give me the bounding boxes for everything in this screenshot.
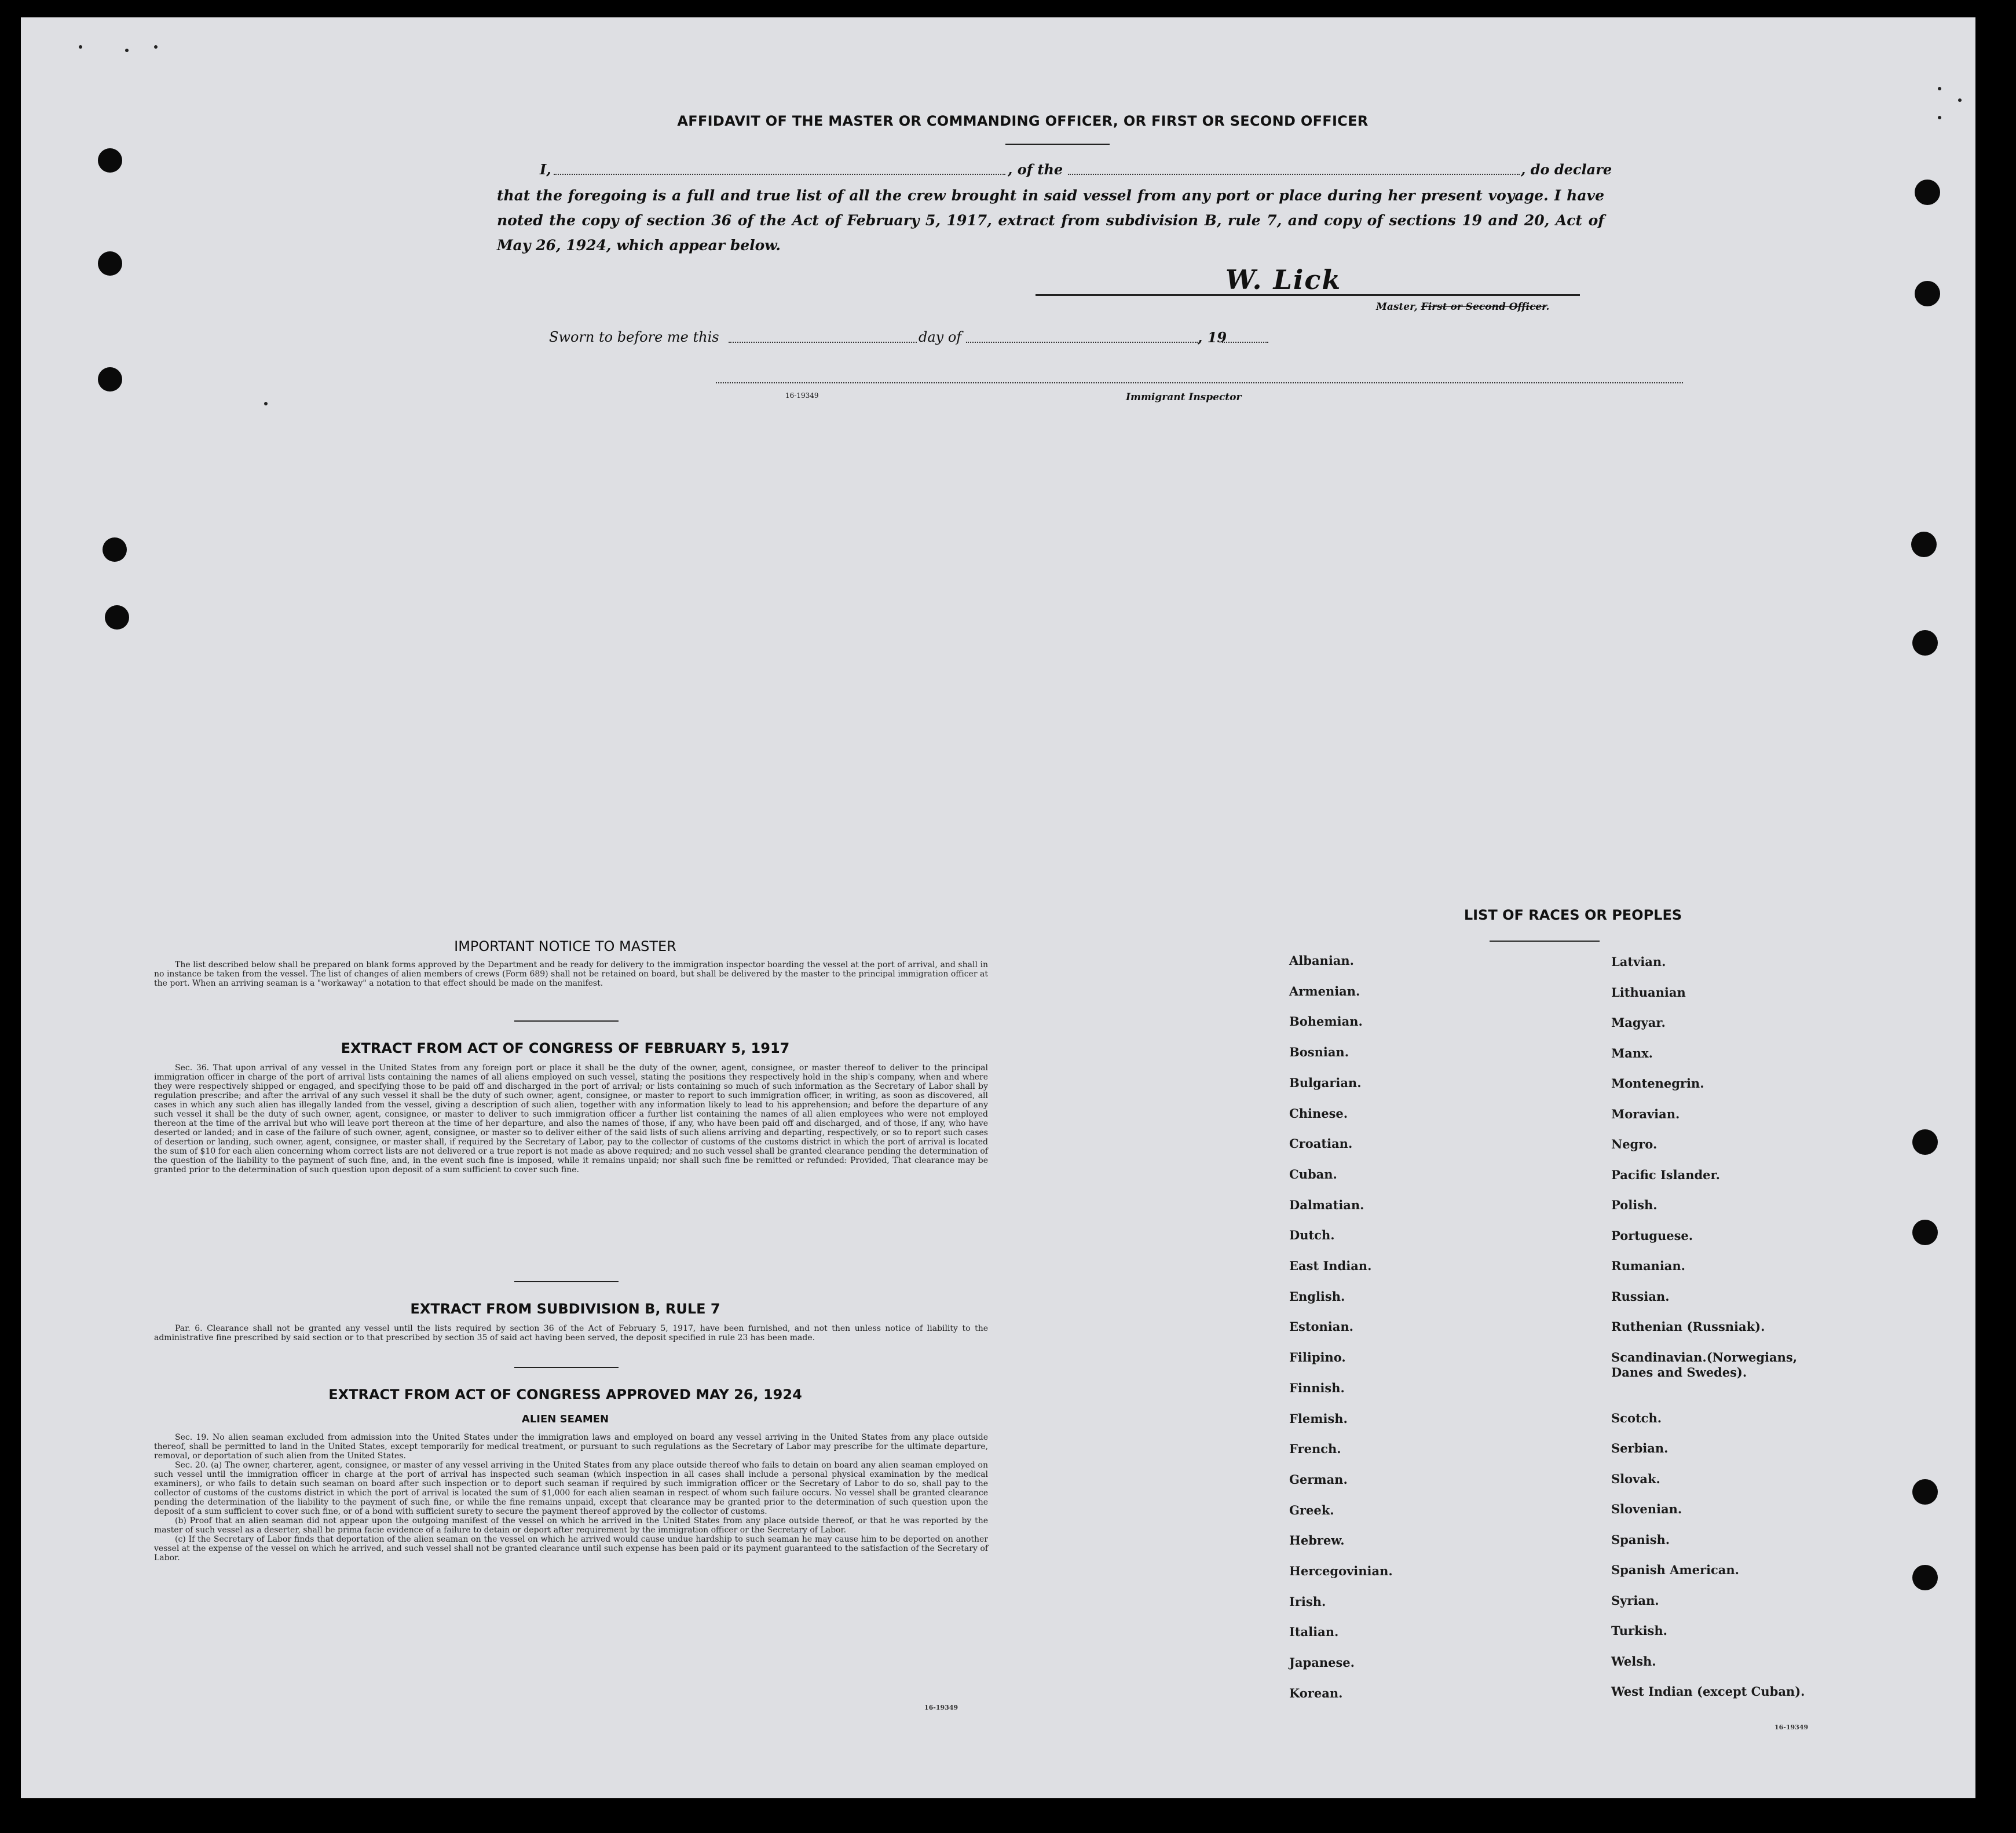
binder-hole	[98, 367, 122, 392]
role-struck: First or Second Officer	[1421, 301, 1546, 313]
race-item: Ruthenian (Russniak).	[1611, 1319, 1765, 1334]
race-item: Flemish.	[1289, 1411, 1348, 1426]
race-item: Welsh.	[1611, 1653, 1656, 1669]
race-item: Hercegovinian.	[1289, 1564, 1393, 1578]
notice-title: IMPORTANT NOTICE TO MASTER	[454, 938, 676, 954]
race-item: Croatian.	[1289, 1136, 1353, 1151]
race-item: Portuguese.	[1611, 1228, 1693, 1243]
race-item: Montenegrin.	[1611, 1076, 1704, 1091]
sworn-month-blank[interactable]	[966, 342, 1198, 343]
affidavit-of-the-label: , of the	[1008, 161, 1063, 178]
extract-1924-body	[154, 1433, 988, 1563]
binder-hole	[1912, 1220, 1938, 1245]
race-item: Bulgarian.	[1289, 1075, 1362, 1090]
race-item: Bohemian.	[1289, 1014, 1363, 1029]
form-page	[21, 17, 1975, 1798]
race-item: Armenian.	[1289, 983, 1360, 998]
race-item: Hebrew.	[1289, 1533, 1345, 1548]
extract-form-code: 16-19349	[924, 1704, 958, 1711]
speck	[1938, 87, 1941, 90]
speck	[154, 45, 158, 49]
race-item: Latvian.	[1611, 954, 1666, 969]
master-signature: W. Lick	[1225, 264, 1342, 295]
sec-20c: (c) If the Secretary of Labor finds that deportation of the alien seaman on the vessel on which he arrived would cause undue hardship to such seaman he may cause him to be deported on another vessel at the expense of the vessel on which he arrived, and such vessel shall not be granted clearance until such expense has been paid or its payment guaranteed to the satisfaction of the Secretary of Labor.	[154, 1535, 988, 1563]
race-item: Korean.	[1289, 1685, 1343, 1700]
binder-hole	[1912, 1129, 1938, 1155]
affidavit-title: AFFIDAVIT OF THE MASTER OR COMMANDING OFFICER, OR FIRST OR SECOND OFFICER	[677, 113, 1369, 129]
race-item: Slovenian.	[1611, 1502, 1682, 1516]
role-master: Master,	[1376, 301, 1418, 313]
race-item: French.	[1289, 1441, 1341, 1457]
race-item: East Indian.	[1289, 1258, 1372, 1273]
sec-20b: (b) Proof that an alien seaman did not appear upon the outgoing manifest of the vessel on which he arrived in the United States from any place outside thereof, or that he was reported by the master of such vessel as a deserter, shall be prima facie evidence of a failure to detain or deport after requirement by the immigration officer or the Secretary of Labor.	[154, 1516, 988, 1535]
speck	[264, 402, 268, 405]
alien-seamen-subtitle: ALIEN SEAMEN	[521, 1413, 609, 1425]
race-item: Cuban.	[1289, 1166, 1337, 1181]
race-item: Dutch.	[1289, 1228, 1335, 1243]
binder-hole	[98, 251, 122, 276]
sworn-prefix: Sworn to before me this	[549, 329, 719, 345]
title-divider	[1005, 144, 1110, 145]
races-form-code: 16-19349	[1774, 1724, 1809, 1731]
binder-hole	[103, 537, 127, 562]
binder-hole	[1915, 180, 1940, 205]
sworn-year-blank[interactable]	[1222, 342, 1268, 343]
affidavit-i-label: I,	[540, 161, 551, 178]
affidavit-declare-label: , do declare	[1521, 161, 1612, 178]
race-item: West Indian (except Cuban).	[1611, 1684, 1805, 1699]
binder-hole	[1912, 1565, 1938, 1590]
vessel-blank[interactable]	[1068, 174, 1520, 175]
race-item: Scotch.	[1611, 1410, 1662, 1425]
extract-1917-title: EXTRACT FROM ACT OF CONGRESS OF FEBRUARY 5, 1917	[341, 1040, 790, 1056]
speck	[79, 45, 82, 49]
race-item: Spanish.	[1611, 1532, 1670, 1547]
sworn-day-label: day of	[919, 329, 962, 345]
speck	[125, 49, 129, 52]
race-item: Spanish American.	[1611, 1563, 1739, 1577]
race-item: Lithuanian	[1611, 985, 1686, 1000]
races-title: LIST OF RACES OR PEOPLES	[1463, 907, 1682, 923]
sworn-year-label: , 19	[1198, 329, 1227, 346]
binder-hole	[105, 605, 129, 630]
race-item: English.	[1289, 1289, 1345, 1304]
role-end: .	[1546, 301, 1550, 313]
subdivision-title: EXTRACT FROM SUBDIVISION B, RULE 7	[410, 1301, 720, 1317]
inspector-label: Immigrant Inspector	[1126, 392, 1242, 403]
race-item: Russian.	[1611, 1289, 1670, 1304]
signature-line[interactable]	[1036, 294, 1580, 296]
extract-1917-divider	[514, 1281, 619, 1282]
notice-divider	[514, 1020, 619, 1022]
race-item: Polish.	[1611, 1198, 1658, 1212]
binder-hole	[1912, 1479, 1938, 1505]
speck	[1958, 98, 1962, 102]
race-item: Negro.	[1611, 1137, 1658, 1151]
race-item: Greek.	[1289, 1502, 1334, 1517]
subdivision-divider	[514, 1367, 619, 1368]
race-item: Dalmatian.	[1289, 1197, 1364, 1212]
race-item: Turkish.	[1611, 1623, 1667, 1638]
binder-hole	[1915, 281, 1940, 306]
race-item: Magyar.	[1611, 1015, 1666, 1030]
sworn-day-blank[interactable]	[729, 342, 917, 343]
race-item: Serbian.	[1611, 1441, 1669, 1455]
race-item: Pacific Islander.	[1611, 1167, 1720, 1182]
race-item: Chinese.	[1289, 1106, 1348, 1121]
signature-role	[1376, 301, 1549, 313]
race-item: Scandinavian.(Norwegians, Danes and Swedes).	[1611, 1349, 1798, 1380]
binder-hole	[1912, 630, 1938, 656]
race-item: Finnish.	[1289, 1380, 1345, 1395]
race-item: Japanese.	[1289, 1655, 1355, 1670]
sec-20a: Sec. 20. (a) The owner, charterer, agent, consignee, or master of any vessel arriving in the United States from any place outside thereof who fails to detain on board any alien seaman employed on such vessel until the immigration officer in charge at the port of arrival has inspected such seaman (which inspection in all cases shall include a personal physical examination by the medical examiners), or who fails to detain such seaman on board after such inspection or to deport such seaman if required by such immigration officer or the Secretary of Labor to do so, shall pay to the collector of customs of the customs district in which the port of arrival is located the sum of $1,000 for each alien seaman in respect of whom such failure occurs. No vessel shall be granted clearance pending the determination of the liability to the payment of such fine, or while the fine remains unpaid, except that clearance may be granted prior to the determination of such question upon the deposit of a sum sufficient to cover such fine, or of a bond with sufficient surety to secure the payment thereof approved by the collector of customs.	[154, 1461, 988, 1516]
extract-1924-title: EXTRACT FROM ACT OF CONGRESS APPROVED MAY 26, 1924	[328, 1386, 802, 1403]
affidavit-form-code: 16-19349	[785, 392, 819, 400]
speck	[1938, 116, 1941, 119]
binder-hole	[98, 148, 122, 173]
binder-hole	[1911, 532, 1937, 557]
race-item: Albanian.	[1289, 953, 1354, 968]
race-item: Estonian.	[1289, 1319, 1353, 1334]
race-item: German.	[1289, 1472, 1348, 1487]
race-item: Irish.	[1289, 1594, 1326, 1609]
race-item: Italian.	[1289, 1625, 1339, 1640]
race-item: Manx.	[1611, 1045, 1653, 1060]
extract-1917-body: Sec. 36. That upon arrival of any vessel in the United States from any foreign port or place it shall be the duty of the owner, agent, consignee, or master thereof to deliver to the principal immigration officer in charge of the port of arrival lists containing the names of all aliens employed on such vessel, stating the positions they respectively hold in the ship's company, when and where they were respectively shipped or engaged, and specifying those to be paid off and discharged in the port of arrival; or lists containing so much of such information as the Secretary of Labor shall by regulation prescribe; and after the arrival of any such vessel it shall be the duty of such owner, agent, consignee, or master to report to such immigration officer, in writing, as soon as discovered, all cases in which any such alien has illegally landed from the vessel, giving a description of such alien, together with any information likely to lead to his apprehension; and before the departure of any such vessel it shall be the duty of such owner, agent, consignee, or master to deliver to such immigration officer a further list containing the names of all alien employees who were not employed thereon at the time of the arrival but who will leave port thereon at the time of her departure, and also the names of those, if any, who have been paid off and discharged, and of those, if any, who have deserted or landed; and in case of the failure of such owner, agent, consignee, or master so to deliver either of the said lists of such aliens arriving and departing, respectively, or so to report such cases of desertion or landing, such owner, agent, consignee, or master shall, if required by the Secretary of Labor, pay to the collector of customs of the customs district in which the port of arrival is located the sum of $10 for each alien concerning whom correct lists are not delivered or a true report is not made as above required; and no such vessel shall be granted clearance pending the determination of the question of the liability to the payment of such fine, and, in the event such fine is imposed, while it remains unpaid; nor shall such fine be remitted or refunded: Provided, That clearance may be granted prior to the determination of such question upon deposit of a sum sufficient to cover such fine.	[154, 1063, 988, 1175]
subdivision-body: Par. 6. Clearance shall not be granted any vessel until the lists required by section 36 of the Act of February 5, 1917, have been furnished, and not then unless notice of liability to the administrative fine prescribed by said section or to that prescribed by section 35 of said act having been served, the deposit specified in rule 23 has been made.	[154, 1324, 988, 1342]
race-item: Moravian.	[1611, 1106, 1680, 1121]
race-item: Slovak.	[1611, 1471, 1660, 1486]
inspector-line[interactable]	[716, 382, 1683, 383]
notice-body: The list described below shall be prepared on blank forms approved by the Department and be ready for delivery to the immigration inspector boarding the vessel at the port of arrival, and shall in no instance be taken from the vessel. The list of changes of alien members of crews (Form 689) shall not be retained on board, but shall be delivered by the master to the principal immigration officer at the port. When an arriving seaman is a "workaway" a notation to that effect should be made on the manifest.	[154, 960, 988, 988]
races-divider	[1490, 941, 1600, 942]
race-item: Syrian.	[1611, 1593, 1659, 1608]
name-blank[interactable]	[554, 174, 1005, 175]
affidavit-paragraph: that the foregoing is a full and true list of all the crew brought in said vessel from any port or place during her present voyage. I have noted the copy of section 36 of the Act of February 5, 1917, extract from subdivision B, rule 7, and copy of sections 19 and 20, Act of May 26, 1924, which appear below.	[497, 187, 1604, 254]
race-item: Rumanian.	[1611, 1258, 1685, 1273]
race-item: Bosnian.	[1289, 1045, 1349, 1060]
sec-19: Sec. 19. No alien seaman excluded from admission into the United States under the immigration laws and employed on board any vessel arriving in the United States from any place outside thereof, shall be permitted to land in the United States, except temporarily for medical treatment, or pursuant to such regulations as the Secretary of Labor may prescribe for the ultimate departure, removal, or deportation of such alien from the United States.	[154, 1433, 988, 1461]
race-item: Filipino.	[1289, 1350, 1346, 1365]
